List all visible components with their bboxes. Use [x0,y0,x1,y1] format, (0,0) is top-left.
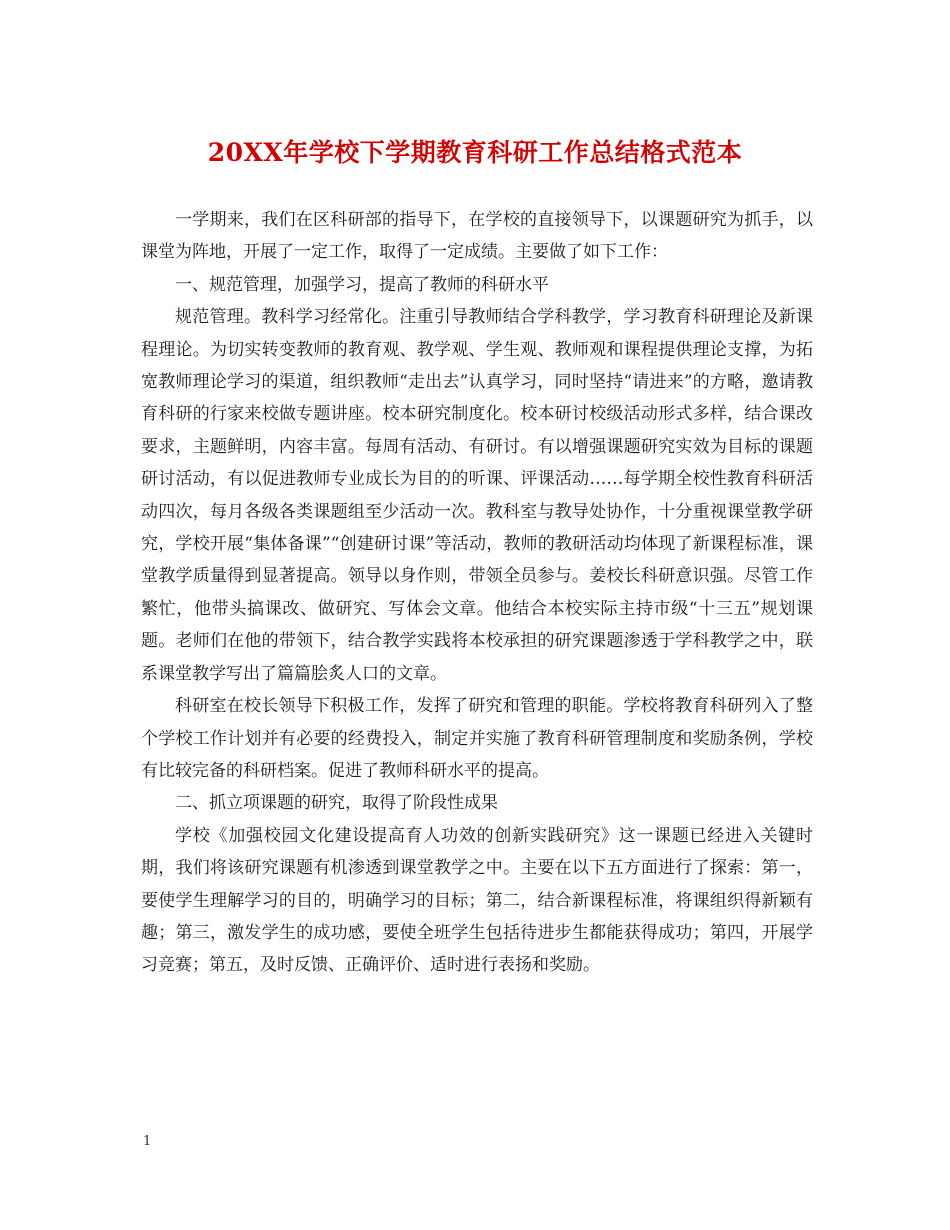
document-body [141,204,813,982]
page-number: 1 [143,1134,152,1149]
paragraph-research-office: 科研室在校长领导下积极工作，发挥了研究和管理的职能。学校将教育科研列入了整个学校工作计划并有必要的经费投入，制定并实施了教育科研管理制度和奖励条例，学校有比较完备的科研档案。促进了教师科研水平的提高。 [141,696,813,781]
paragraph-project: 学校《加强校园文化建设提高育人功效的创新实践研究》这一课题已经进入关键时期，我们将该研究课题有机渗透到课堂教学之中。主要在以下五方面进行了探索：第一，要使学生理解学习的目的，明确学习的目标；第二，结合新课程标准，将课组织得新颖有趣；第三，激发学生的成功感，要使全班学生包括待进步生都能获得成功；第四，开展学习竞赛；第五，及时反馈、正确评价、适时进行表扬和奖励。 [141,825,813,976]
document-title: 20XX年学校下学期教育科研工作总结格式范本 [207,138,743,167]
paragraph-intro: 一学期来，我们在区科研部的指导下，在学校的直接领导下，以课题研究为抓手，以课堂为阵地，开展了一定工作，取得了一定成绩。主要做了如下工作： [141,210,813,263]
section-heading-2: 二、抓立项课题的研究，取得了阶段性成果 [175,793,498,814]
section-heading-1: 一、规范管理，加强学习，提高了教师的科研水平 [175,274,549,295]
paragraph-management: 规范管理。教科学习经常化。注重引导教师结合学科教学，学习教育科研理论及新课程理论。为切实转变教师的教育观、教学观、学生观、教师观和课程提供理论支撑，为拓宽教师理论学习的渠道，组织教师“走出去”认真学习，同时坚持“请进来”的方略，邀请教育科研的行家来校做专题讲座。校本研究制度化。校本研讨校级活动形式多样，结合课改要求，主题鲜明，内容丰富。每周有活动、有研讨。有以增强课题研究实效为目标的课题研讨活动，有以促进教师专业成长为目的的听课、评课活动……每学期全校性教育科研活动四次，每月各级各类课题组至少活动一次。教科室与教导处协作，十分重视课堂教学研究，学校开展“集体备课”“创建研讨课”等活动，教师的教研活动均体现了新课程标准，课堂教学质量得到显著提高。领导以身作则，带领全员参与。姜校长科研意识强。尽管工作繁忙，他带头搞课改、做研究、写体会文章。他结合本校实际主持市级“十三五”规划课题。老师们在他的带领下，结合教学实践将本校承担的研究课题渗透于学科教学之中，联系课堂教学写出了篇篇脍炙人口的文章。 [141,307,813,684]
